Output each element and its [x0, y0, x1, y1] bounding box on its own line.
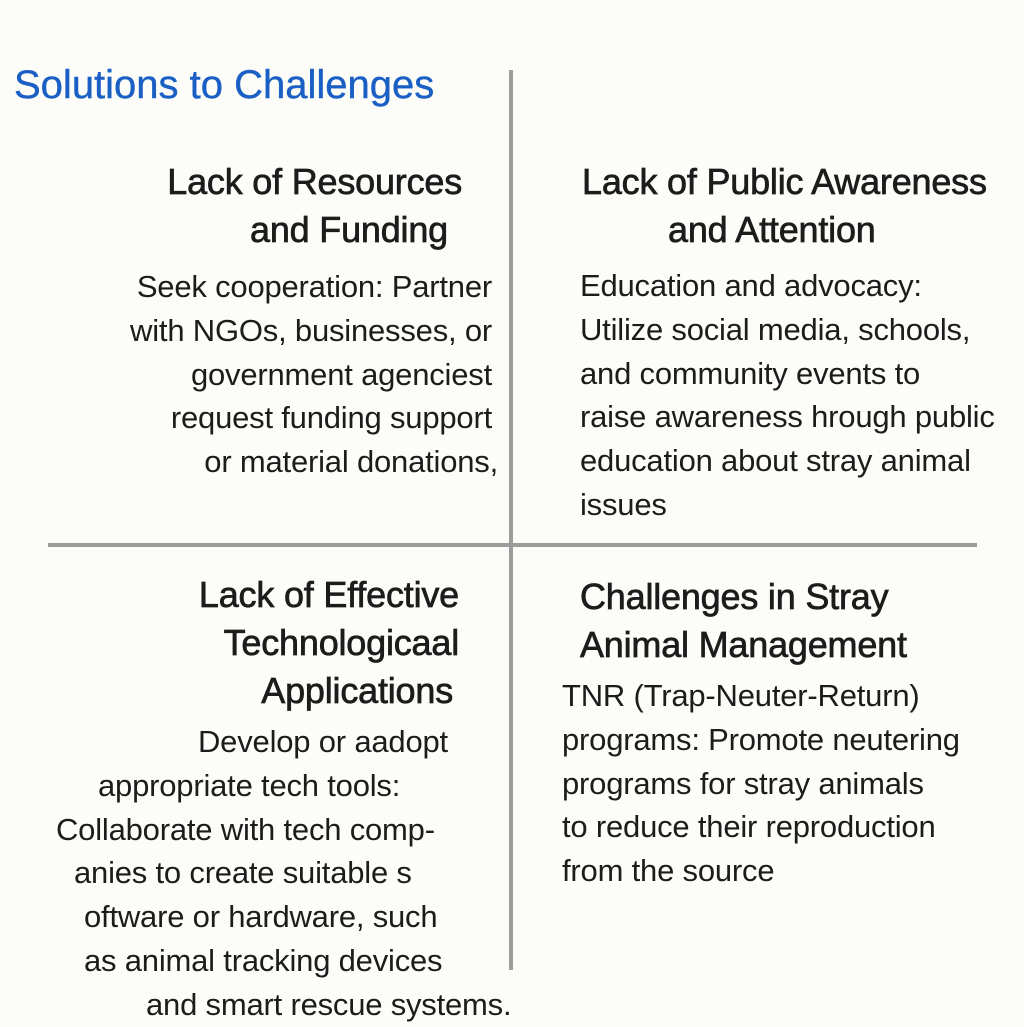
- quadrant-1-heading: [167, 158, 462, 254]
- body-line: Seek cooperation: Partner: [136, 269, 492, 304]
- body-line: as animal tracking devices: [84, 942, 443, 978]
- body-line: Collaborate with tech comp-: [56, 811, 435, 847]
- vertical-divider: [509, 70, 513, 970]
- body-line: Utilize social media, schools,: [580, 311, 971, 347]
- quadrant-1-body: [130, 265, 498, 484]
- heading-line: Applications: [261, 670, 453, 711]
- page-title: Solutions to Challenges: [14, 63, 435, 107]
- body-line: Education and advocacy:: [580, 268, 922, 303]
- body-line: or material donations,: [204, 444, 498, 480]
- body-line: education about stray animal: [580, 443, 971, 479]
- body-line: appropriate tech tools:: [98, 767, 401, 803]
- horizontal-divider: [48, 543, 977, 547]
- body-line: programs: Promote neutering: [562, 721, 960, 757]
- body-line: and community events to: [580, 355, 921, 391]
- body-line: issues: [580, 486, 667, 522]
- body-line: from the source: [562, 853, 775, 889]
- quadrant-2-heading: [582, 158, 1002, 254]
- heading-line: and Funding: [250, 209, 448, 250]
- quadrant-4-heading: [580, 573, 907, 669]
- heading-line: Technologicaal: [223, 622, 459, 663]
- body-line: raise awareness hrough public: [580, 399, 995, 435]
- heading-line: Lack of Effective: [198, 574, 459, 615]
- body-line: with NGOs, businesses, or: [130, 312, 492, 348]
- body-line: TNR (Trap-Neuter-Return): [562, 678, 920, 713]
- body-line: programs for stray animals: [562, 765, 924, 801]
- quadrant-4-body: [562, 674, 960, 893]
- body-line: and smart rescue systems.: [146, 986, 512, 1022]
- quadrant-3-heading: [199, 571, 459, 715]
- heading-line: Challenges in Stray: [580, 576, 889, 617]
- heading-line: and Attention: [668, 209, 876, 250]
- heading-line: Lack of Public Awareness: [582, 161, 987, 202]
- body-line: oftware or hardware, such: [84, 899, 438, 935]
- body-line: anies to create suitable s: [74, 855, 412, 891]
- body-line: government agenciest: [190, 356, 492, 392]
- body-line: Develop or aadopt: [198, 724, 448, 759]
- heading-line: Lack of Resources: [167, 161, 462, 202]
- body-line: to reduce their reproduction: [562, 809, 936, 845]
- quadrant-2-body: [580, 264, 995, 527]
- quadrant-3-body: [40, 720, 512, 1027]
- heading-line: Animal Management: [580, 624, 907, 665]
- body-line: request funding support: [170, 400, 492, 436]
